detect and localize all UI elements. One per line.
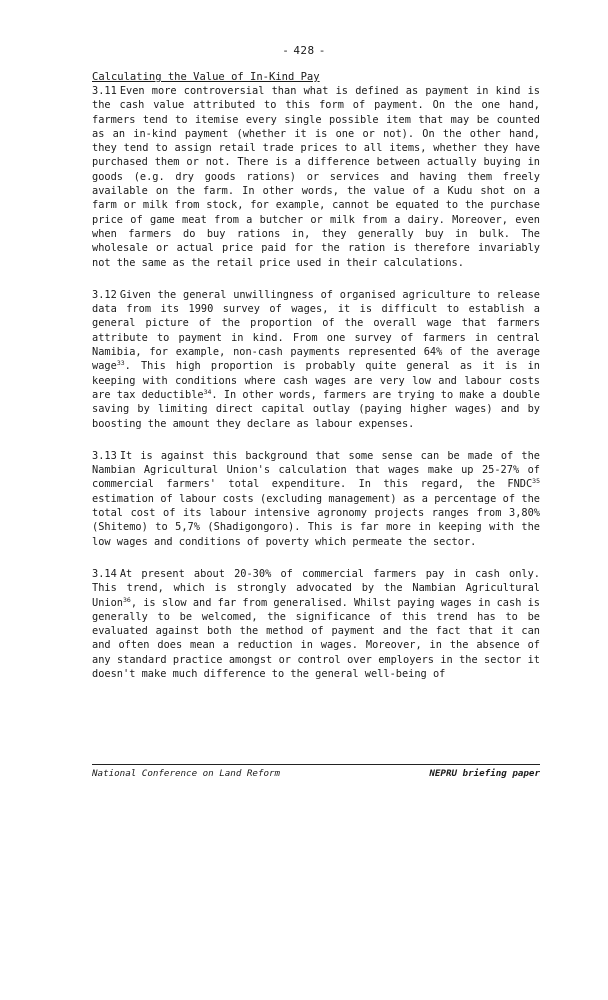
page-footer [92, 768, 540, 779]
paragraph-text: . This high proportion is probably quite general as it is in keeping with conditions where cash wages are very low and labour costs are tax deductible [92, 360, 540, 401]
paragraph-3-13 [92, 449, 540, 549]
paragraph-number: 3.14 [92, 567, 117, 580]
footnote-ref: 34 [203, 387, 212, 396]
footnote-ref: 33 [116, 359, 125, 368]
section-heading: Calculating the Value of In-Kind Pay [92, 71, 320, 83]
paragraph-3-11 [92, 84, 540, 270]
paragraph-text: . In other words, farmers are trying to make a double saving by limiting direct capital outlay (paying higher wages) and by boosting the amount they declare as labour expenses. [92, 388, 540, 430]
document-body [92, 70, 540, 699]
paragraph-text: Even more controversial than what is defined as payment in kind is the cash value attributed to this form of payment. On the one hand, farmers tend to itemise every single possible item that may be counted as an in-kind payment (whether it is one or not). On the other hand, they tend to assign retail trade prices to all items, whether they have purchased them or not. There is a difference between actually buying in goods (e.g. dry goods rations) or services and having them freely available on the farm. In other words, the value of a Kudu shot on a farm or milk from stock, for example, cannot be equated to the purchase price of game meat from a butcher or milk from a dairy. Moreover, even when farmers do buy rations in, they generally buy in bulk. The wholesale or actual price paid for the ration is therefore invariably not the same as the retail price used in their calculations. [92, 85, 540, 269]
paragraph-3-14 [92, 567, 540, 681]
paragraph-number: 3.13 [92, 449, 117, 462]
footer-conference-title: National Conference on Land Reform [92, 768, 281, 779]
footnote-ref: 35 [532, 477, 540, 486]
paragraph-number: 3.11 [92, 85, 117, 97]
footer-divider [92, 764, 540, 765]
paragraph-text: Given the general unwillingness of organised agriculture to release data from its 1990 survey of wages, it is difficult to establish a general picture of the proportion of the overall wage that farmers attribute to payment in kind. From one survey of farmers in central Namibia, for example, non-cash payments represented 64% of the average wage [92, 288, 540, 373]
paragraph-text: , is slow and far from generalised. Whilst paying wages in cash is generally to be welcomed, the significance of this trend has to be evaluated against both the method of payment and the fact that it can and often does mean a reduction in wages. Moreover, in the absence of any standard practice amongst or control over employers in the sector it doesn't make much difference to the general well-being of [92, 596, 540, 680]
paragraph-text: estimation of labour costs (excluding management) as a percentage of the total cost of its labour intensive agronomy projects ranges from 3,80% (Shitemo) to 5,7% (Shadigongoro). This is far more in keeping with the low wages and conditions of poverty which permeate the sector. [92, 492, 540, 548]
paragraph-text: At present about 20-30% of commercial farmers pay in cash only. This trend, which is strongly advocated by the Nambian Agricultural Union [92, 567, 540, 609]
paragraph-text: It is against this background that some sense can be made of the Nambian Agricultural Union's calculation that wages make up 25-27% of commercial farmers' total expenditure. In this regard, the FNDC [92, 449, 540, 491]
page-number: - 428 - [282, 44, 326, 57]
paragraph-number: 3.12 [92, 288, 117, 301]
footer-series-label: NEPRU briefing paper [429, 768, 540, 779]
paragraph-3-12 [92, 288, 540, 431]
footnote-ref: 36 [123, 595, 131, 604]
page-number-value: 428 [293, 44, 315, 57]
